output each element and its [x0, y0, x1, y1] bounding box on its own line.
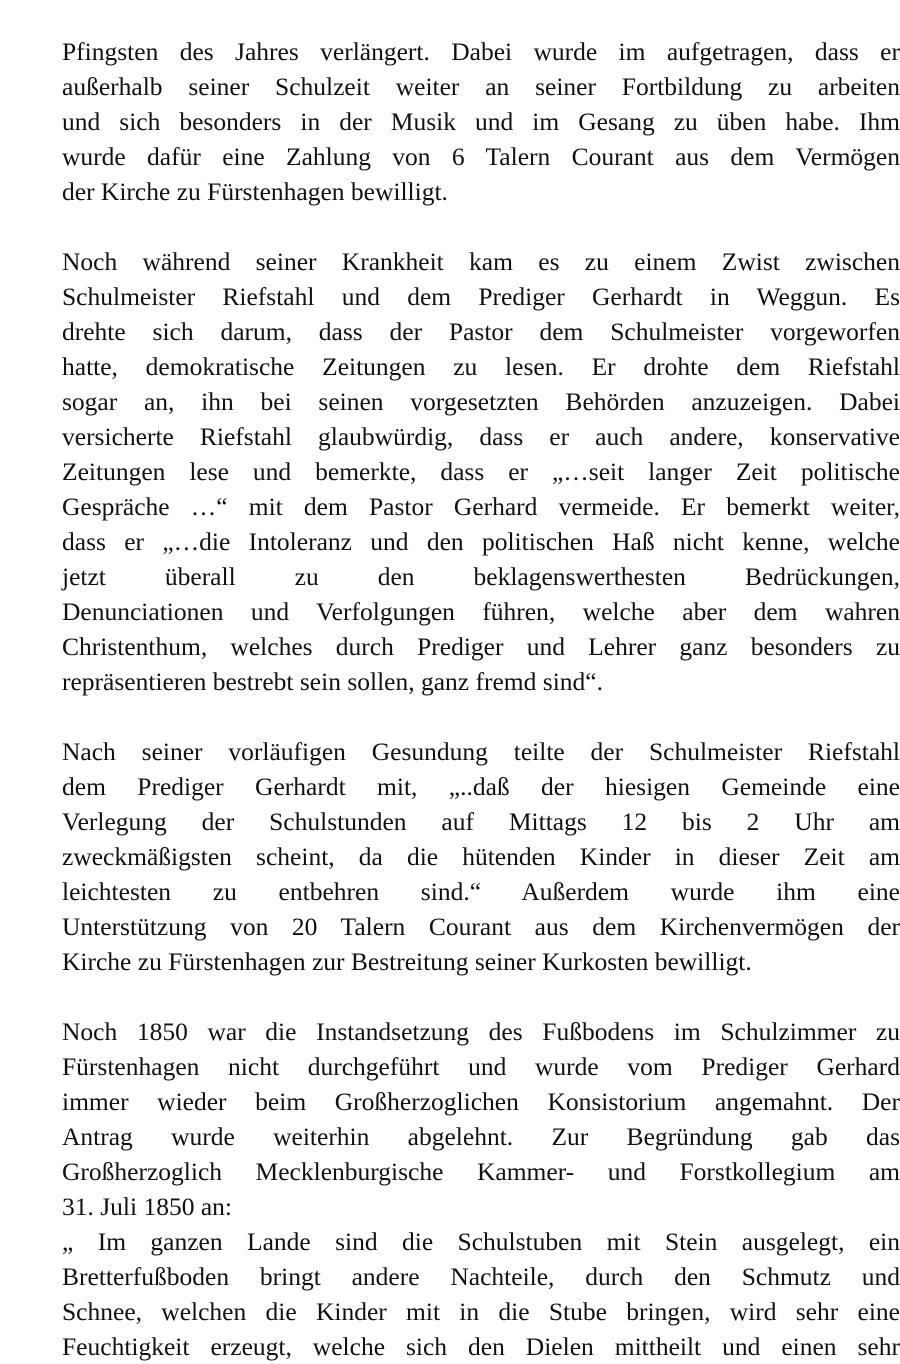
text-line: Pfingsten des Jahres verlängert. Dabei wurde im aufgetragen, dass er: [62, 37, 900, 66]
text-line: Schulmeister Riefstahl und dem Prediger Gerhardt in Weggun. Es: [62, 282, 900, 311]
text-line: Kirche zu Fürstenhagen zur Bestreitung seiner Kurkosten bewilligt.: [62, 947, 752, 976]
text-line: Noch 1850 war die Instandsetzung des Fußbodens im Schulzimmer zu: [62, 1017, 900, 1046]
text-line: Verlegung der Schulstunden auf Mittags 12 bis 2 Uhr am: [62, 807, 900, 836]
text-line: drehte sich darum, dass der Pastor dem Schulmeister vorgeworfen: [62, 317, 900, 346]
text-line: Nach seiner vorläufigen Gesundung teilte der Schulmeister Riefstahl: [62, 737, 900, 766]
text-line: Bretterfußboden bringt andere Nachteile, durch den Schmutz und: [62, 1262, 900, 1291]
text-line: wurde dafür eine Zahlung von 6 Talern Courant aus dem Vermögen: [62, 142, 900, 171]
text-line: Fürstenhagen nicht durchgeführt und wurde vom Prediger Gerhard: [62, 1052, 900, 1081]
paragraph-2: [62, 244, 900, 699]
text-line: leichtesten zu entbehren sind.“ Außerdem wurde ihm eine: [62, 877, 900, 906]
paragraph-3: [62, 734, 900, 979]
text-line: außerhalb seiner Schulzeit weiter an seiner Fortbildung zu arbeiten: [62, 72, 900, 101]
text-line: Denunciationen und Verfolgungen führen, welche aber dem wahren: [62, 597, 900, 626]
text-line: 31. Juli 1850 an:: [62, 1192, 232, 1221]
text-line: Zeitungen lese und bemerkte, dass er „…seit langer Zeit politische: [62, 457, 900, 486]
text-line: sogar an, ihn bei seinen vorgesetzten Behörden anzuzeigen. Dabei: [62, 387, 900, 416]
text-line: Feuchtigkeit erzeugt, welche sich den Dielen mittheilt und einen sehr: [62, 1332, 900, 1361]
paragraph-4: [62, 1014, 900, 1364]
paragraph-1: [62, 34, 900, 209]
text-line: „ Im ganzen Lande sind die Schulstuben mit Stein ausgelegt, ein: [62, 1227, 900, 1256]
text-line: Unterstützung von 20 Talern Courant aus dem Kirchenvermögen der: [62, 912, 900, 941]
text-line: dem Prediger Gerhardt mit, „..daß der hiesigen Gemeinde eine: [62, 772, 900, 801]
text-line: Großherzoglich Mecklenburgische Kammer- und Forstkollegium am: [62, 1157, 900, 1186]
text-line: jetzt überall zu den beklagenswerthesten Bedrückungen,: [62, 562, 900, 591]
text-line: hatte, demokratische Zeitungen zu lesen. Er drohte dem Riefstahl: [62, 352, 900, 381]
text-line: Noch während seiner Krankheit kam es zu einem Zwist zwischen: [62, 247, 900, 276]
text-line: dass er „…die Intoleranz und den politischen Haß nicht kenne, welche: [62, 527, 900, 556]
text-line: Gespräche …“ mit dem Pastor Gerhard vermeide. Er bemerkt weiter,: [62, 492, 900, 521]
text-line: repräsentieren bestrebt sein sollen, ganz fremd sind“.: [62, 667, 603, 696]
text-line: immer wieder beim Großherzoglichen Konsistorium angemahnt. Der: [62, 1087, 900, 1116]
text-line: zweckmäßigsten scheint, da die hütenden Kinder in dieser Zeit am: [62, 842, 900, 871]
document-page: [62, 34, 900, 1364]
text-line: und sich besonders in der Musik und im Gesang zu üben habe. Ihm: [62, 107, 900, 136]
text-line: der Kirche zu Fürstenhagen bewilligt.: [62, 177, 448, 206]
text-line: versicherte Riefstahl glaubwürdig, dass er auch andere, konservative: [62, 422, 900, 451]
text-line: Christenthum, welches durch Prediger und Lehrer ganz besonders zu: [62, 632, 900, 661]
text-line: Antrag wurde weiterhin abgelehnt. Zur Begründung gab das: [62, 1122, 900, 1151]
text-line: Schnee, welchen die Kinder mit in die Stube bringen, wird sehr eine: [62, 1297, 900, 1326]
